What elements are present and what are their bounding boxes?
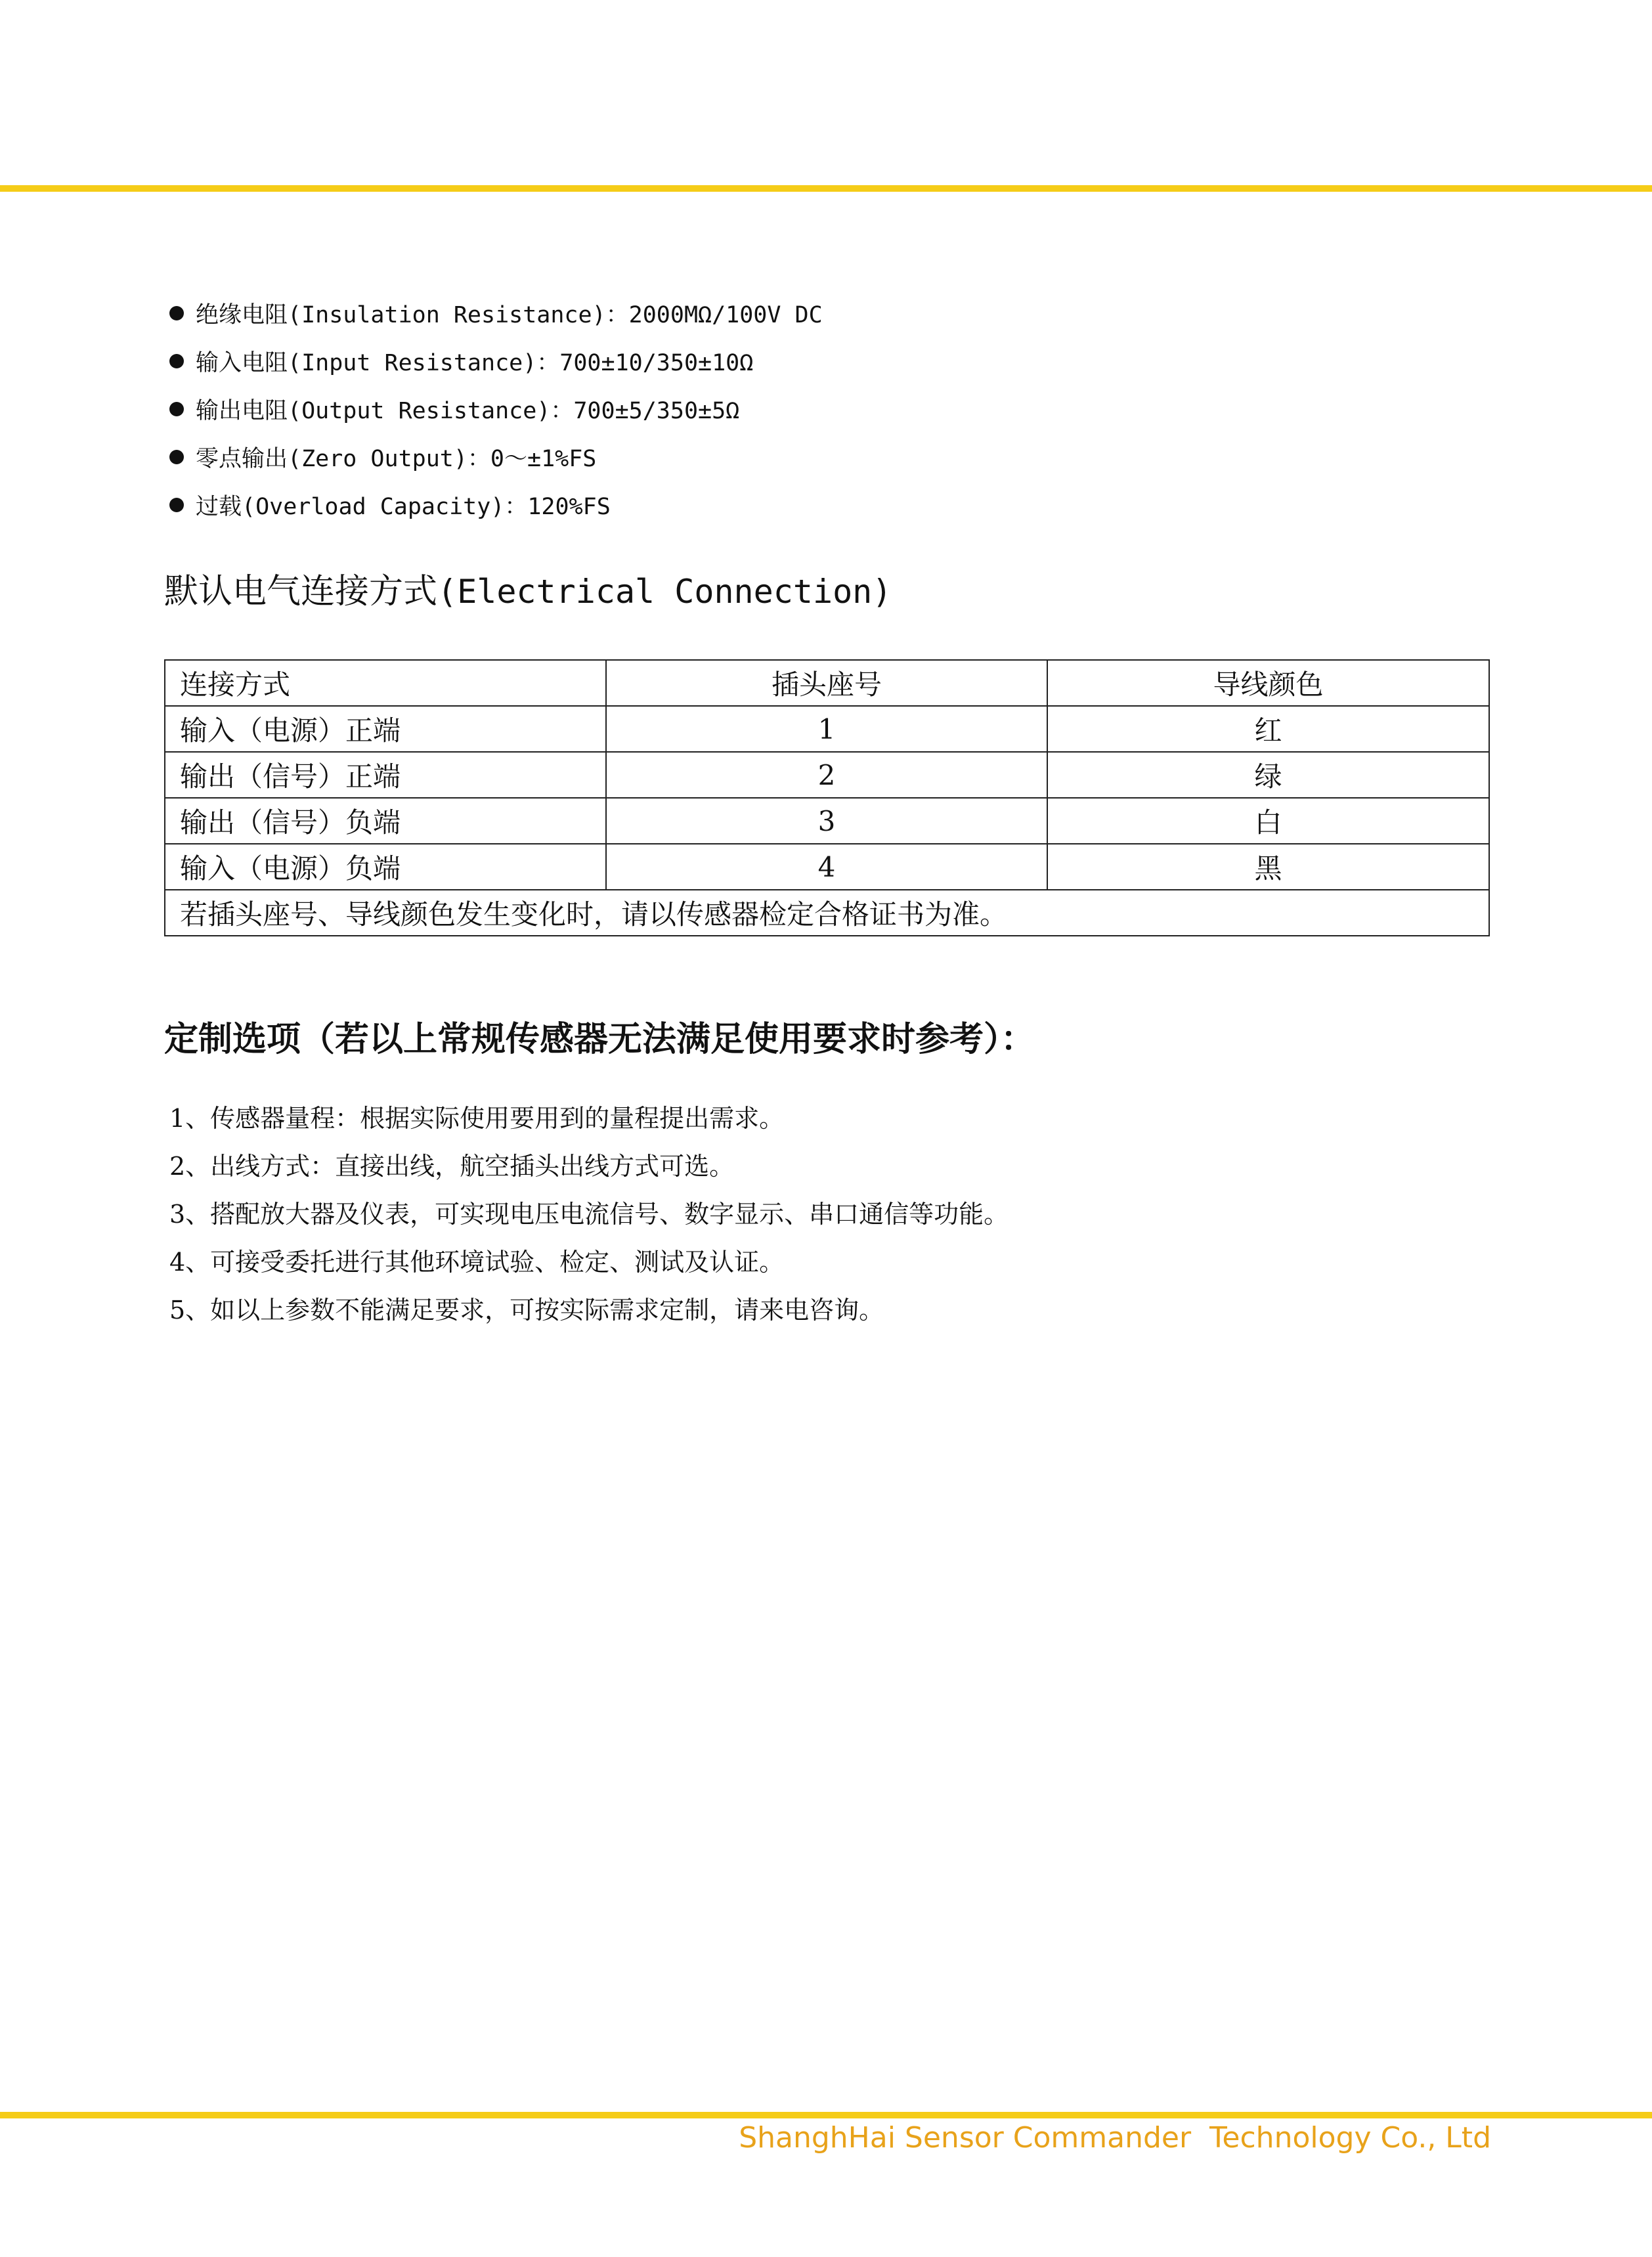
table-cell: 红 <box>1047 706 1489 752</box>
table-row <box>165 706 1489 752</box>
list-item: 5、如以上参数不能满足要求，可按实际需求定制，请来电咨询。 <box>169 1296 884 1325</box>
spec-item <box>169 385 1220 433</box>
table-cell: 输出（信号）正端 <box>165 752 606 798</box>
table-header-row <box>165 660 1489 706</box>
table-cell: 1 <box>606 706 1047 752</box>
spec-list <box>169 289 1220 529</box>
footer-company-name: ShanghHai Sensor Commander Technology Co., Ltd <box>739 2121 1491 2155</box>
connection-table <box>164 659 1490 936</box>
bullet-icon <box>169 402 184 416</box>
table-cell: 4 <box>606 844 1047 890</box>
list-item: 1、传感器量程：根据实际使用要用到的量程提出需求。 <box>169 1104 785 1133</box>
table-cell: 绿 <box>1047 752 1489 798</box>
table-cell: 2 <box>606 752 1047 798</box>
table-row <box>165 844 1489 890</box>
electrical-connection-heading <box>164 563 892 613</box>
spec-item <box>169 481 1220 529</box>
header-cell: 插头座号 <box>606 660 1047 706</box>
spec-text: 过载(Overload Capacity)：120%FS <box>196 493 611 520</box>
list-item: 3、搭配放大器及仪表，可实现电压电流信号、数字显示、串口通信等功能。 <box>169 1200 1009 1229</box>
header-cell: 导线颜色 <box>1047 660 1489 706</box>
spec-text: 输入电阻(Input Resistance)：700±10/350±10Ω <box>196 349 754 376</box>
table-cell: 输入（电源）正端 <box>165 706 606 752</box>
table-cell: 输出（信号）负端 <box>165 798 606 844</box>
table-cell: 白 <box>1047 798 1489 844</box>
spec-text: 输出电阻(Output Resistance)：700±5/350±5Ω <box>196 397 740 424</box>
spec-text: 绝缘电阻(Insulation Resistance)：2000MΩ/100V DC <box>196 301 823 328</box>
spec-item <box>169 433 1220 481</box>
bottom-divider <box>0 2112 1652 2118</box>
top-divider <box>0 185 1652 192</box>
spec-item <box>169 337 1220 385</box>
bullet-icon <box>169 498 184 512</box>
heading-cn: 默认电气连接方式 <box>164 572 438 611</box>
header-cell: 连接方式 <box>165 660 606 706</box>
table-note: 若插头座号、导线颜色发生变化时，请以传感器检定合格证书为准。 <box>165 890 1489 936</box>
bullet-icon <box>169 450 184 464</box>
table-cell: 输入（电源）负端 <box>165 844 606 890</box>
spec-item <box>169 289 1220 337</box>
table-row <box>165 798 1489 844</box>
custom-options-list <box>169 1092 1483 1332</box>
heading-en: (Electrical Connection) <box>437 573 892 611</box>
list-item: 2、出线方式：直接出线，航空插头出线方式可选。 <box>169 1152 735 1181</box>
spec-text: 零点输出(Zero Output)：0～±1%FS <box>196 445 597 472</box>
bullet-icon <box>169 306 184 320</box>
table-cell: 黑 <box>1047 844 1489 890</box>
table-row <box>165 752 1489 798</box>
bullet-icon <box>169 354 184 368</box>
table-cell: 3 <box>606 798 1047 844</box>
list-item: 4、可接受委托进行其他环境试验、检定、测试及认证。 <box>169 1248 785 1277</box>
custom-options-heading: 定制选项（若以上常规传感器无法满足使用要求时参考）： <box>164 1020 1035 1059</box>
table-note-row <box>165 890 1489 936</box>
